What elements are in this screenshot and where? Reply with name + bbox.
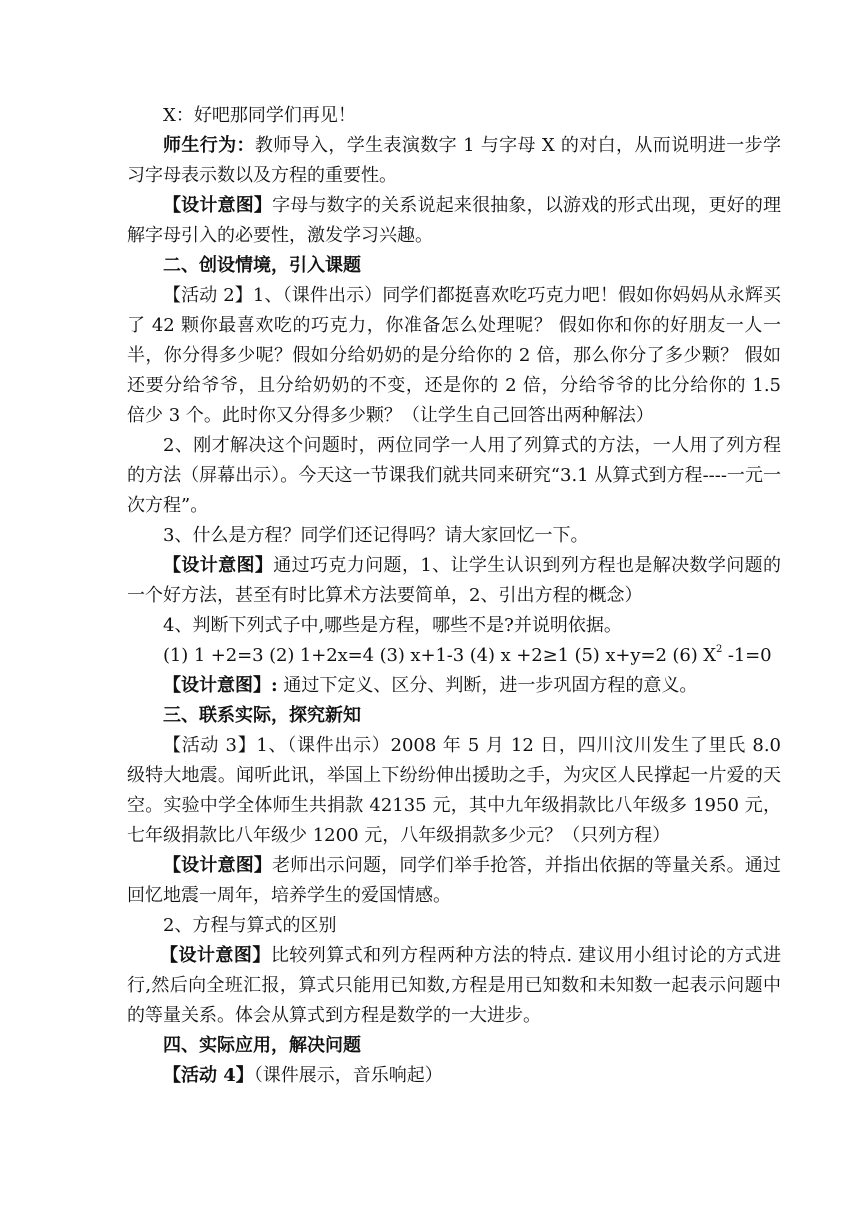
- paragraph-label: 【设计意图】:: [163, 675, 278, 696]
- paragraph-text: 比较列算式和列方程两种方法的特点. 建议用小组讨论的方式进行,然后向全班汇报，算式只能用已知数,方程是用已知数和未知数一起表示问题中的等量关系。体会从算式到方程是数学的一大进步。: [127, 945, 781, 1026]
- equation-tail: -1=0: [722, 645, 772, 666]
- paragraph-text: 老师出示问题，同学们举手抢答，并指出依据的等量关系。通过回忆地震一周年，培养学生的爱国情感。: [127, 855, 781, 906]
- paragraph-text: （课件展示，音乐响起）: [253, 1065, 443, 1086]
- section-heading: 四、实际应用，解决问题: [163, 1035, 361, 1056]
- paragraph-text: 字母与数字的关系说起来很抽象，以游戏的形式出现，更好的理解字母引入的必要性，激发学习兴趣。: [127, 195, 781, 246]
- dialogue-text: X：好吧那同学们再见！: [163, 105, 356, 126]
- design-intent-paragraph: [127, 551, 781, 611]
- paragraph-label: 师生行为：: [163, 135, 255, 156]
- question-paragraph: 3、什么是方程？同学们还记得吗？请大家回忆一下。: [163, 525, 589, 546]
- paragraph-label: 【设计意图】: [160, 945, 271, 966]
- paragraph-label: 【设计意图】: [163, 555, 274, 576]
- method-paragraph: 2、刚才解决这个问题时，两位同学一人用了列算式的方法，一人用了列方程的方法（屏幕出示）。今天这一节课我们就共同来研究“3.1 从算式到方程----一元一次方程”。: [127, 435, 781, 516]
- dialogue-line: [127, 101, 781, 131]
- paragraph-text: 教师导入，学生表演数字 1 与字母 X 的对白，从而说明进一步学习字母表示数以及方程的重要性。: [127, 135, 781, 186]
- paragraph-text: 1、（课件出示）同学们都挺喜欢吃巧克力吧！假如你妈妈从永辉买了 42 颗你最喜欢吃的巧克力，你准备怎么处理呢？ 假如你和你的好朋友一人一半，你分得多少呢？假如分给奶奶的是分给你的 2 倍，那么你分了多少颗？ 假如还要分给爷爷，且分给奶奶的不变，还是你的 2 倍，分给爷爷的比分给你的 1.5 倍少 3 个。此时你又分得多少颗？（让学生自己回答出两种解法）: [127, 285, 781, 426]
- teacher-student-behavior-paragraph: [127, 131, 781, 191]
- paragraph-label: 【设计意图】: [163, 855, 273, 876]
- paragraph-text: 通过巧克力问题，1、让学生认识到列方程也是解决数学问题的一个好方法，甚至有时比算术方法要简单，2、引出方程的概念）: [127, 555, 781, 606]
- design-intent-paragraph: [127, 851, 781, 911]
- activity-3-paragraph: 【活动 3】1、（课件出示）2008 年 5 月 12 日，四川汶川发生了里氏 8.0 级特大地震。闻听此讯，举国上下纷纷伸出援助之手，为灾区人民撑起一片爱的天空。实验中学全体师生共捐款 42135 元，其中九年级捐款比八年级多 1950 元，七年级捐款比八年级少 1200 元，八年级捐款多少元？（只列方程）: [127, 735, 781, 846]
- paragraph-label: 【活动 4】: [163, 1065, 254, 1086]
- section-heading: 三、联系实际，探究新知: [163, 705, 361, 726]
- equation-items: (1) 1 +2=3 (2) 1+2x=4 (3) x+1-3 (4) x +2≥1 (5) x+y=2 (6) X: [163, 645, 716, 666]
- section-heading: 二、创设情境，引入课题: [163, 255, 361, 276]
- paragraph-label: 【设计意图】: [163, 195, 273, 216]
- subtopic-line: 2、方程与算式的区别: [163, 915, 337, 936]
- activity-2-paragraph: [127, 281, 781, 431]
- design-intent-paragraph: [127, 941, 781, 1031]
- equation-list: [127, 641, 781, 671]
- exponent: 2: [715, 644, 723, 655]
- activity-4-paragraph: [127, 1061, 781, 1091]
- paragraph-label: 【活动 2】: [163, 285, 253, 306]
- paragraph-text: 通过下定义、区分、判断，进一步巩固方程的意义。: [277, 675, 698, 696]
- document-body: [127, 101, 781, 1091]
- design-intent-paragraph: [127, 191, 781, 251]
- exercise-instruction: 4、判断下列式子中,哪些是方程，哪些不是?并说明依据。: [163, 615, 622, 636]
- design-intent-paragraph: [127, 671, 781, 701]
